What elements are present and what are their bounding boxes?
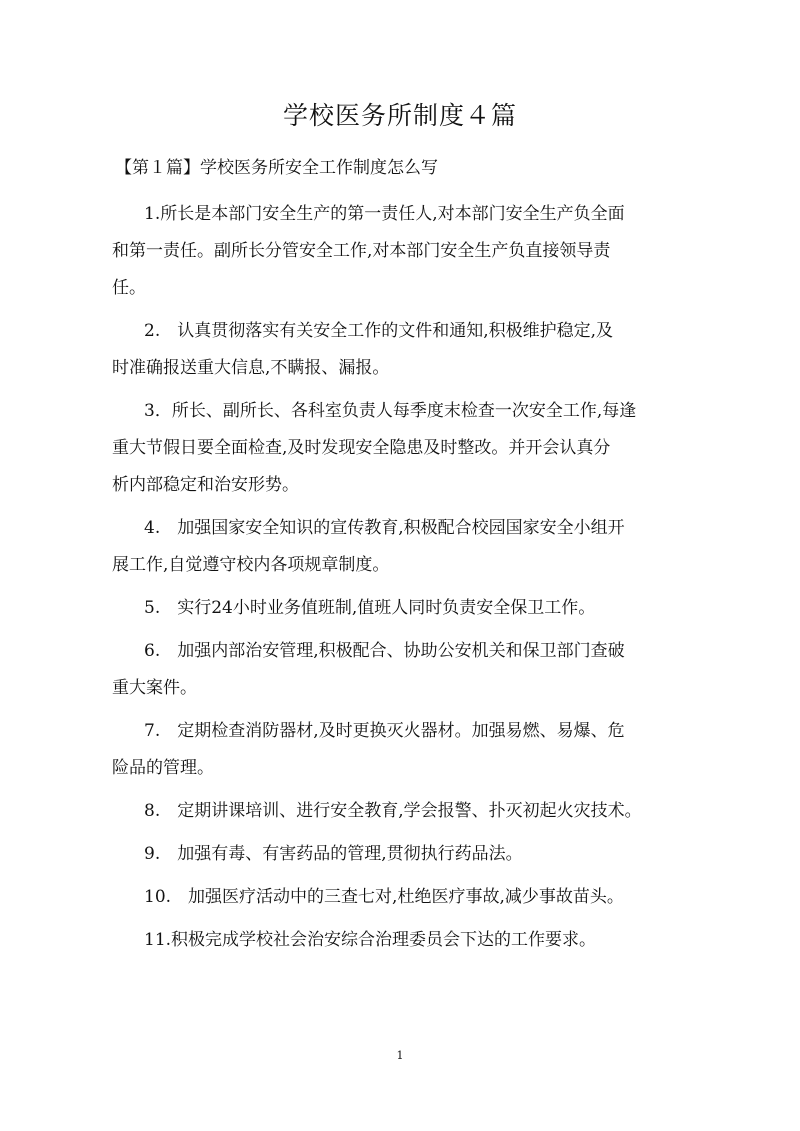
paragraph-line: 3．所长、副所长、各科室负责人每季度末检查一次安全工作,每逢 <box>144 401 637 421</box>
paragraph-line: 任。 <box>112 278 146 298</box>
paragraph <box>112 836 697 873</box>
paragraph-line: 11.积极完成学校社会治安综合治理委员会下达的工作要求。 <box>144 930 597 950</box>
paragraph <box>112 510 697 584</box>
document-body <box>112 196 697 965</box>
paragraph-line: 7. 定期检查消防器材,及时更换灭火器材。加强易燃、易爆、危 <box>144 721 625 741</box>
paragraph-line: 5. 实行24小时业务值班制,值班人同时负责安全保卫工作。 <box>144 598 596 618</box>
paragraph <box>112 633 697 707</box>
paragraph-line: 2. 认真贯彻落实有关安全工作的文件和通知,积极维护稳定,及 <box>144 321 614 341</box>
paragraph <box>112 879 697 916</box>
paragraph <box>112 196 697 307</box>
paragraph-line: 4. 加强国家安全知识的宣传教育,积极配合校园国家安全小组开 <box>144 518 625 538</box>
paragraph <box>112 313 697 387</box>
paragraph <box>112 793 697 830</box>
paragraph-line: 10. 加强医疗活动中的三查七对,杜绝医疗事故,减少事故苗头。 <box>144 887 624 907</box>
paragraph-line: 6. 加强内部治安管理,积极配合、协助公安机关和保卫部门查破 <box>144 641 625 661</box>
paragraph-line: 9. 加强有毒、有害药品的管理,贯彻执行药品法。 <box>144 844 523 864</box>
paragraph <box>112 922 697 959</box>
paragraph-line: 和第一责任。副所长分管安全工作,对本部门安全生产负直接领导责 <box>112 241 611 261</box>
document-title: 学校医务所制度４篇 <box>282 101 517 130</box>
paragraph-line: 重大节假日要全面检查,及时发现安全隐患及时整改。并开会认真分 <box>112 438 611 458</box>
paragraph-line: 重大案件。 <box>112 678 197 698</box>
paragraph-line: 1.所长是本部门安全生产的第一责任人,对本部门安全生产负全面 <box>144 204 625 224</box>
paragraph <box>112 713 697 787</box>
paragraph <box>112 590 697 627</box>
paragraph-line: 析内部稳定和治安形势。 <box>112 475 299 495</box>
paragraph-line: 时准确报送重大信息,不瞒报、漏报。 <box>112 358 390 378</box>
page-number: 1 <box>396 1049 404 1062</box>
paragraph-line: 展工作,自觉遵守校内各项规章制度。 <box>112 555 390 575</box>
paragraph-line: 险品的管理。 <box>112 758 214 778</box>
section-heading: 【第１篇】学校医务所安全工作制度怎么写 <box>115 158 438 178</box>
paragraph <box>112 393 697 504</box>
paragraph-line: 8. 定期讲课培训、进行安全教育,学会报警、扑灭初起火灾技术。 <box>144 801 642 821</box>
